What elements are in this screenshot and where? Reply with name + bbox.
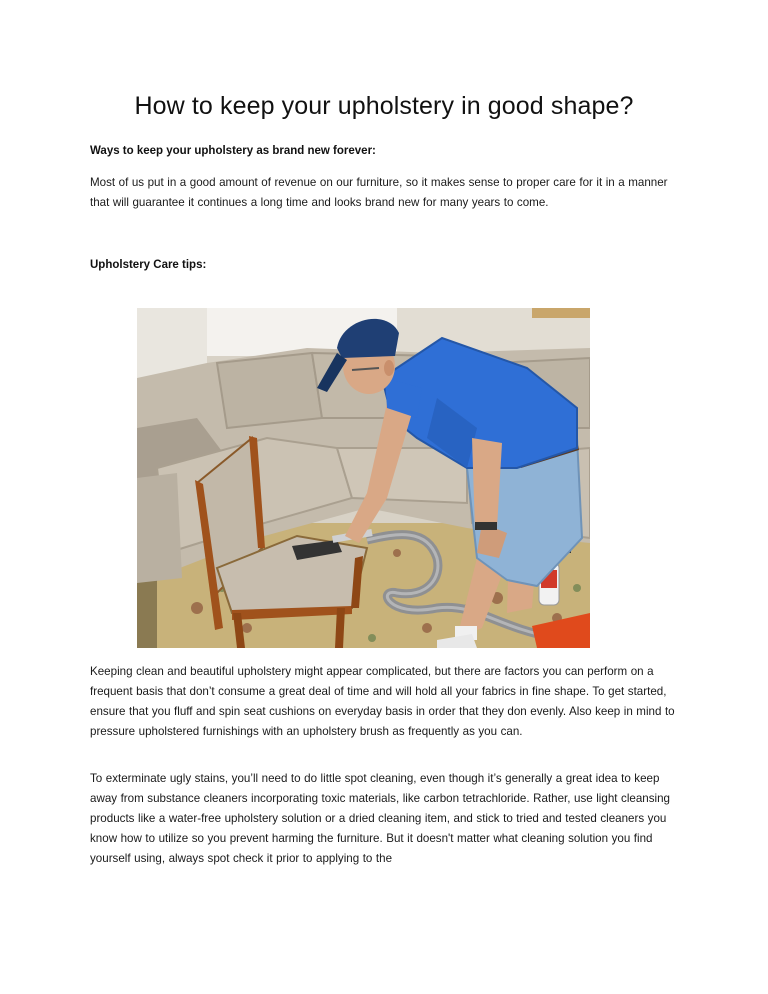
section-heading-ways: Ways to keep your upholstery as brand new forever:	[90, 145, 376, 157]
paragraph-stains: To exterminate ugly stains, you’ll need to do little spot cleaning, even though it’s generally a great idea to keep away from substance cleaners incorporating toxic materials, like carbon tetrachloride. Rather, use light cleansing products like a water-free upholstery solution or a dried cleaning item, and stick to tried and tested cleaners you know how to utilize so you prevent harming the furniture. But it doesn't matter what cleaning solution you find yourself using, always spot check it prior to applying to the	[90, 772, 671, 865]
intro-paragraph: Most of us put in a good amount of revenue on our furniture, so it makes sense to proper care for it in a manner that will guarantee it continues a long time and looks brand new for many years to come.	[90, 176, 668, 209]
page-title: How to keep your upholstery in good shape?	[134, 92, 634, 120]
upholstery-cleaning-photo	[137, 308, 590, 648]
section-heading-care-tips: Upholstery Care tips:	[90, 259, 207, 271]
paragraph-keeping-clean: Keeping clean and beautiful upholstery might appear complicated, but there are factors you can perform on a frequent basis that don’t consume a great deal of time and will hold all your fabrics in fine shape. To get started, ensure that you fluff and spin seat cushions on everyday basis in order that they don evenly. Also keep in mind to pressure upholstered furnishings with an upholstery brush as frequently as you can.	[90, 665, 675, 738]
